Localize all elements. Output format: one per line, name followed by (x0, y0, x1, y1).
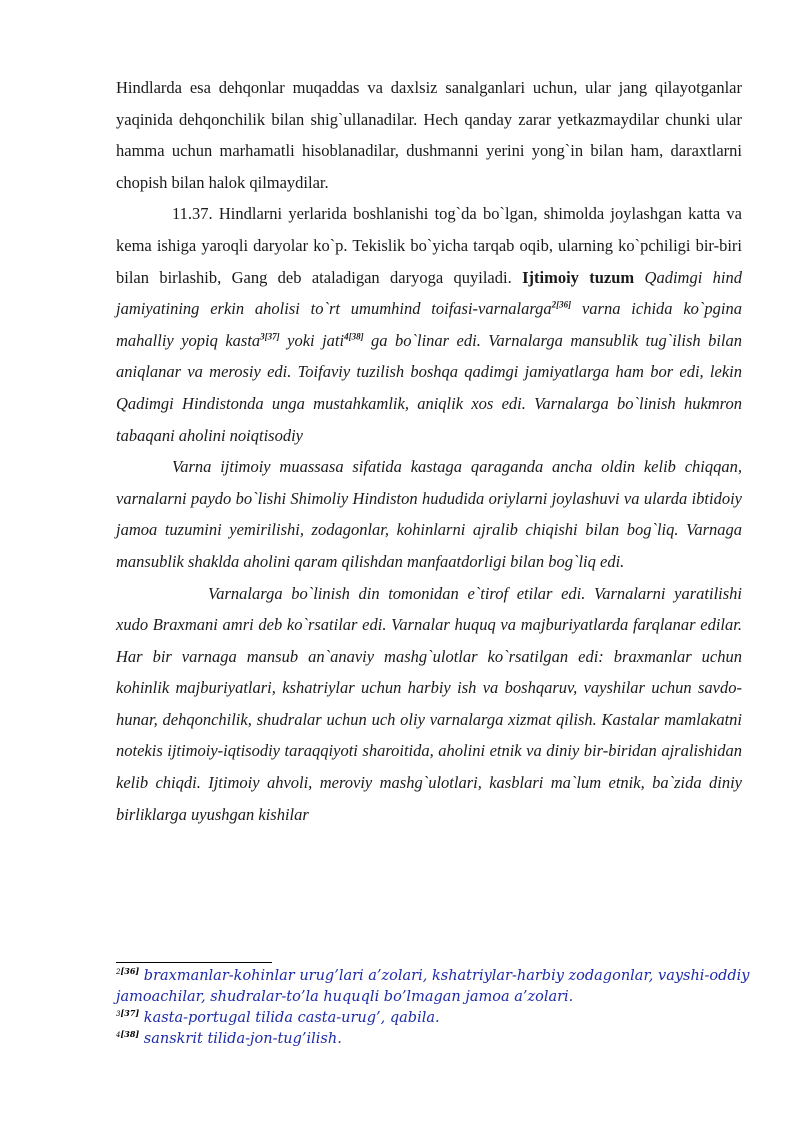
footnote-37 (116, 1008, 756, 1029)
footnote-ref: [37] (120, 1008, 140, 1019)
footnotes (116, 966, 756, 1050)
footnote-ref: [38] (120, 1029, 140, 1040)
paragraph-2-italic-d: ga bo`linar edi. Varnalarga mansublik tug`ilish bilan aniqlanar va merosiy edi. Toifaviy tuzilish boshqa qadimgi jamiyatlarga ham bor edi, lekin Qadimgi Hindistonda unga mustahkamlik, aniqlik xos edi. Varnalarga bo`linish hukmron tabaqani aholini noiqtisodiy (116, 330, 743, 445)
footnote-ref-37[interactable]: 3[37] (260, 331, 280, 342)
paragraph-2-italic-c: yoki jati (279, 330, 345, 350)
footnote-ref: [36] (120, 966, 140, 977)
footnote-38 (116, 1029, 756, 1050)
paragraph-4: Varnalarga bo`linish din tomonidan e`tirof etilar edi. Varnalarni yaratilishi xudo Braxmani amri deb ko`rsatilar edi. Varnalar huquq va majburiyatlarda farqlanar edilar. Har bir varnaga mansub an`anaviy mashg`ulotlar ko`rsatilgan edi: braxmanlar uchun kohinlik majburiyatlari, kshatriylar uchun harbiy ish va boshqaruv, vayshilar uchun savdo-hunar, dehqonchilik, shudralar uchun uch oliy varnalarga xizmat qilish. Kastalar mamlakatni notekis ijtimoiy-iqtisodiy taraqqiyoti sharoitida, aholini etnik va diniy bir-biridan ajralishidan kelib chiqdi. Ijtimoiy ahvoli, meroviy mashg`ulotlari, kasblari ma`lum etnik, ba`zida diniy birliklarga uyushgan kishilar (116, 583, 742, 824)
body-text (116, 72, 742, 830)
footnote-mark: 4 (116, 1031, 121, 1040)
footnote-text: sanskrit tilida-jon-tug’ilish. (139, 1031, 342, 1047)
footnote-ref-38[interactable]: 4[38] (344, 331, 364, 342)
paragraph-1: Hindlarda esa dehqonlar muqaddas va daxlsiz sanalganlari uchun, ular jang qilayotganlar yaqinida dehqonchilik bilan shig`ullanadilar. Hech qanday zarar yetkazmaydilar chunki ular hamma uchun marhamatli hisoblanadilar, dushmanni yerini yong`in bilan ham, daraxtlarni chopish bilan halok qilmaydilar. (116, 78, 742, 192)
footnote-ref-36[interactable]: 2[36] (551, 299, 572, 310)
footnote-mark: 3 (116, 1010, 121, 1019)
paragraph-2 (116, 198, 742, 451)
footnote-separator (116, 962, 272, 963)
section-heading-ijtimoiy-tuzum: Ijtimoiy tuzum (522, 267, 635, 287)
footnote-mark: 2 (116, 968, 121, 977)
paragraph-2-intro: 11.37. Hindlarni yerlarida boshlanishi tog`da bo`lgan, shimolda joylashgan katta va kema ishiga yaroqli daryolar ko`p. Tekislik bo`yicha tarqab oqib, ularning ko`pchiligi bir-biri bilan birlashib, Gang deb ataladigan daryoga quyiladi. (116, 204, 742, 287)
paragraph-2-italic-a: Qadimgi hind jamiyatining erkin aholisi to`rt umumhind toifasi-varnalarga (116, 267, 742, 319)
footnote-text: braxmanlar-kohinlar urug’lari a’zolari, kshatriylar-harbiy zodagonlar, vayshi-oddiy jamoachilar, shudralar-to’la huquqli bo’lmagan jamoa a’zolari. (116, 968, 750, 1005)
footnote-36 (116, 966, 756, 1008)
paragraph-3: Varna ijtimoiy muassasa sifatida kastaga qaraganda ancha oldin kelib chiqqan, varnalarni paydo bo`lishi Shimoliy Hindiston hududida oriylarni joylashuvi va ularda ibtidoiy jamoa tuzumini yemirilishi, zodagonlar, kohinlarni ajralib chiqishi bilan bog`liq. Varnaga mansublik shaklda aholini qaram qilishdan manfaatdorligi bilan bog`liq edi. (116, 457, 742, 571)
footnote-text: kasta-portugal tilida casta-urug’, qabila. (139, 1010, 440, 1026)
paragraph-2-italic-b: varna ichida ko`pgina mahalliy yopiq kasta (116, 299, 742, 350)
